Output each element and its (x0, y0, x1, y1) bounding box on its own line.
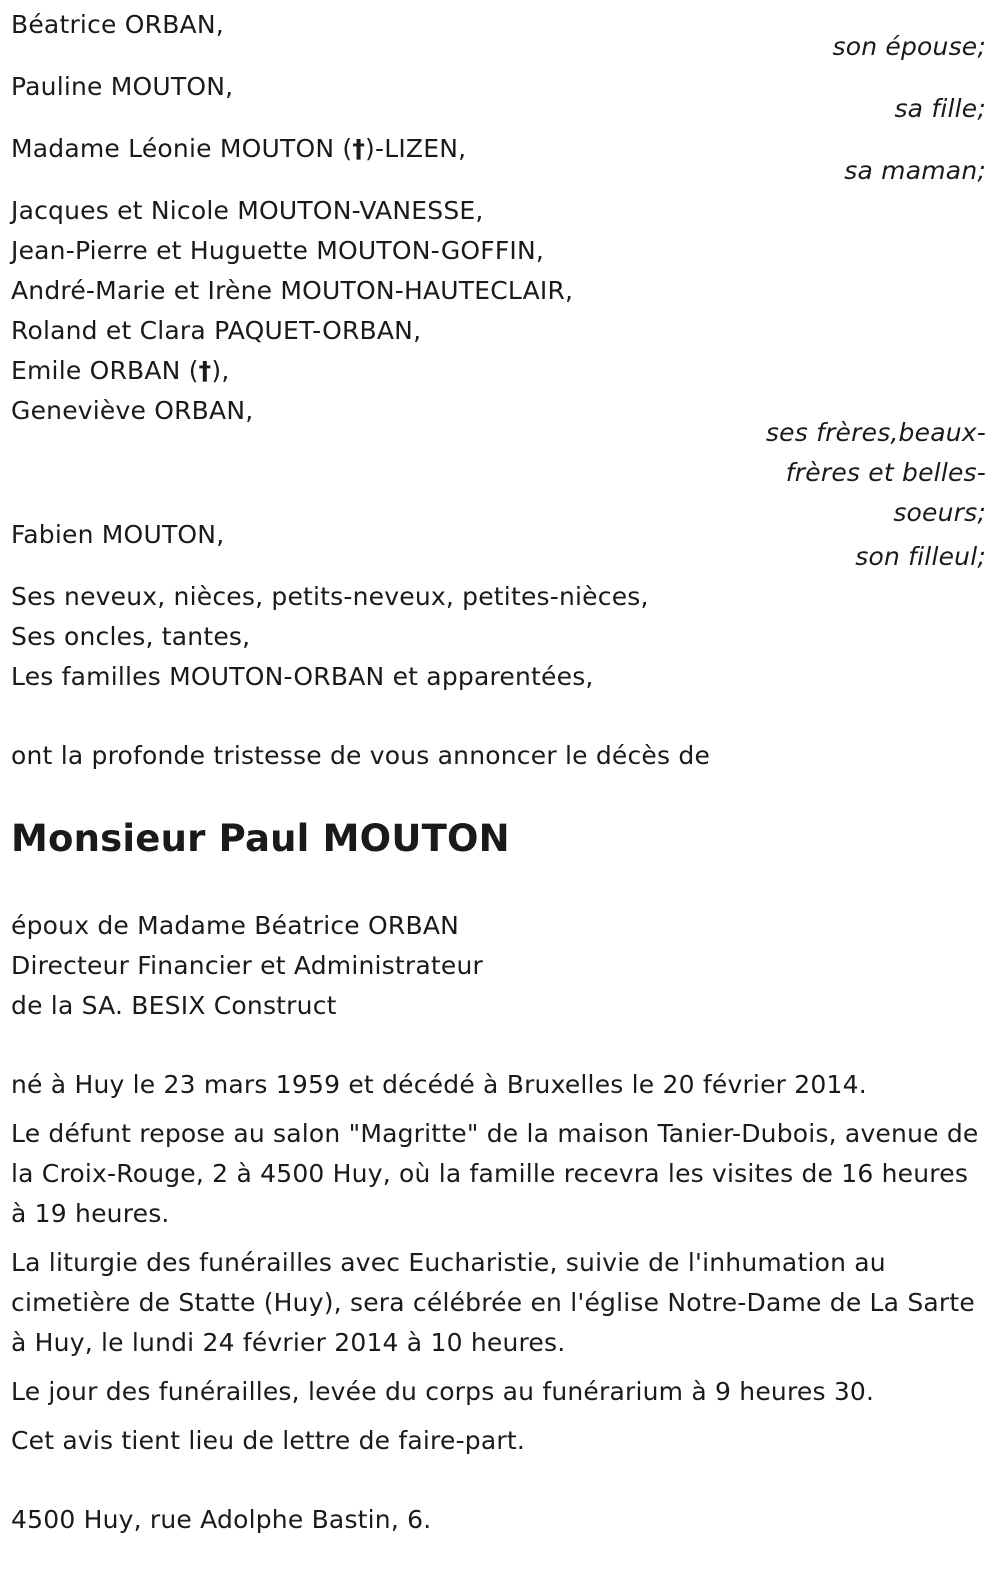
daughter-role: sa fille; (894, 94, 986, 123)
address: 4500 Huy, rue Adolphe Bastin, 6. (11, 1505, 432, 1534)
extended-line: Ses neveux, nièces, petits-neveux, petites-nièces, (11, 582, 649, 611)
spouse-role: son épouse; (832, 32, 986, 61)
extended-line: Ses oncles, tantes, (11, 622, 251, 651)
announcement-text: ont la profonde tristesse de vous annoncer le décès de (11, 741, 711, 770)
sibling-line: Roland et Clara PAQUET-ORBAN, (11, 316, 422, 345)
cross-icon: † (352, 134, 366, 163)
godson-name: Fabien MOUTON, (11, 520, 225, 549)
emile-suffix: ), (211, 356, 230, 385)
mother-role: sa maman; (844, 156, 986, 185)
spouse-name: Béatrice ORBAN, (11, 10, 224, 39)
sibling-line-emile (11, 351, 986, 391)
deceased-detail: Directeur Financier et Administrateur (11, 951, 483, 980)
notice-paragraph: Cet avis tient lieu de lettre de faire-part. (11, 1426, 526, 1455)
death-notice (11, 5, 986, 1540)
sibling-line: Jacques et Nicole MOUTON-VANESSE, (11, 196, 484, 225)
deceased-detail: époux de Madame Béatrice ORBAN (11, 911, 460, 940)
rest-paragraph: Le défunt repose au salon "Magritte" de la maison Tanier-Dubois, avenue de la Croix-Rouge, 2 à 4500 Huy, où la famille recevra les visites de 16 heures à 19 heures. (11, 1119, 979, 1228)
mother-name-prefix: Madame Léonie MOUTON ( (11, 134, 353, 163)
liturgy-paragraph: La liturgie des funérailles avec Eucharistie, suivie de l'inhumation au cimetière de Statte (Huy), sera célébrée en l'église Notre-Dame de La Sarte à Huy, le lundi 24 février 2014 à 10 heures. (11, 1248, 975, 1357)
daughter-name: Pauline MOUTON, (11, 72, 234, 101)
siblings-list (11, 191, 986, 431)
sibling-line: André-Marie et Irène MOUTON-HAUTECLAIR, (11, 276, 574, 305)
siblings-role-line: soeurs; (893, 498, 986, 527)
cross-icon: † (198, 356, 212, 385)
extended-family (11, 577, 986, 697)
deceased-detail: de la SA. BESIX Construct (11, 991, 337, 1020)
godson-role: son filleul; (855, 542, 986, 571)
mother-name-suffix: )-LIZEN, (365, 134, 467, 163)
sibling-line: Geneviève ORBAN, (11, 396, 254, 425)
extended-line: Les familles MOUTON-ORBAN et apparentées, (11, 662, 594, 691)
sibling-line: Jean-Pierre et Huguette MOUTON-GOFFIN, (11, 236, 545, 265)
emile-prefix: Emile ORBAN ( (11, 356, 199, 385)
levee-paragraph: Le jour des funérailles, levée du corps au funérarium à 9 heures 30. (11, 1377, 875, 1406)
deceased-details (11, 906, 986, 1026)
siblings-role-line: frères et belles- (785, 458, 986, 487)
birth-death-paragraph: né à Huy le 23 mars 1959 et décédé à Bruxelles le 20 février 2014. (11, 1070, 867, 1099)
deceased-name: Monsieur Paul MOUTON (11, 817, 510, 860)
siblings-role-line: ses frères,beaux- (765, 418, 986, 447)
